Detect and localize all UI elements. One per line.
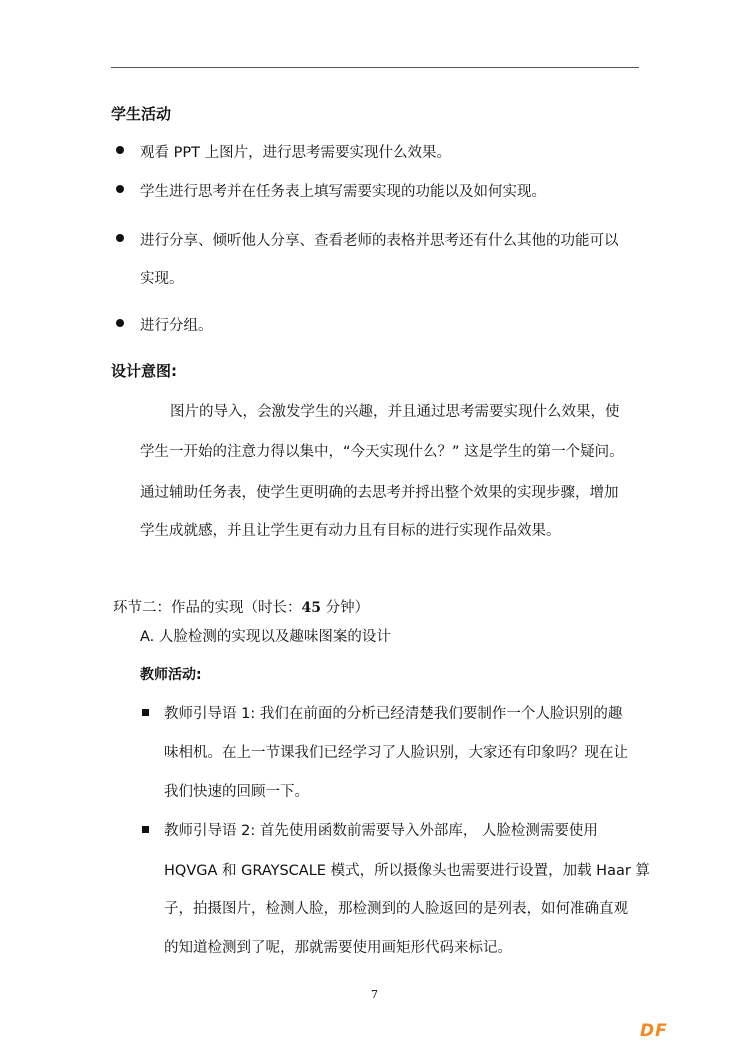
bullet-dot-icon bbox=[116, 234, 124, 242]
teacher-item-2-line-2: HQVGA 和 GRAYSCALE 模式，所以摄像头也需要进行设置，加载 Haar 算 bbox=[164, 863, 650, 879]
teacher-item-2-line-3: 子，拍摄图片，检测人脸，那检测到的人脸返回的是列表，如何准确直观 bbox=[164, 901, 628, 917]
student-item-3-line-1: 进行分享、倾听他人分享、查看老师的表格并思考还有什么其他的功能可以 bbox=[140, 233, 619, 249]
bullet-square-icon bbox=[142, 826, 149, 833]
student-item-4: 进行分组。 bbox=[140, 318, 213, 334]
teacher-item-1-line-3: 我们快速的回顾一下。 bbox=[164, 784, 309, 800]
teacher-item-1-line-1: 教师引导语 1: 我们在前面的分析已经清楚我们要制作一个人脸识别的趣 bbox=[164, 706, 623, 722]
design-intent-line-2: 学生一开始的注意力得以集中，“今天实现什么？” 这是学生的第一个疑问。 bbox=[140, 444, 624, 460]
section2-title-suffix: 分钟） bbox=[320, 600, 370, 616]
section2-duration: 45 bbox=[301, 600, 321, 616]
student-item-1: 观看 PPT 上图片，进行思考需要实现什么效果。 bbox=[140, 145, 452, 161]
teacher-item-2-line-1: 教师引导语 2: 首先使用函数前需要导入外部库， 人脸检测需要使用 bbox=[164, 823, 598, 839]
student-activity-heading: 学生活动 bbox=[111, 105, 172, 123]
bullet-dot-icon bbox=[116, 185, 124, 193]
subsection-a-title: A. 人脸检测的实现以及趣味图案的设计 bbox=[140, 629, 391, 645]
bullet-dot-icon bbox=[116, 319, 124, 327]
bullet-square-icon bbox=[142, 709, 149, 716]
teacher-activity-heading: 教师活动: bbox=[140, 667, 202, 683]
design-intent-line-1: 图片的导入，会激发学生的兴趣，并且通过思考需要实现什么效果，使 bbox=[170, 404, 620, 420]
header-rule bbox=[111, 67, 639, 68]
student-item-2: 学生进行思考并在任务表上填写需要实现的功能以及如何实现。 bbox=[140, 184, 546, 200]
teacher-item-2-line-4: 的知道检测到了呢，那就需要使用画矩形代码来标记。 bbox=[164, 940, 512, 956]
design-intent-heading: 设计意图: bbox=[111, 362, 177, 380]
df-logo: DF bbox=[640, 1021, 668, 1041]
section2-title-prefix: 环节二：作品的实现（时长： bbox=[113, 600, 302, 616]
section2-title bbox=[113, 596, 369, 617]
page-number: 7 bbox=[371, 988, 378, 1001]
student-item-3-line-2: 实现。 bbox=[140, 271, 184, 287]
design-intent-line-4: 学生成就感，并且让学生更有动力且有目标的进行实现作品效果。 bbox=[140, 523, 561, 539]
design-intent-line-3: 通过辅助任务表，使学生更明确的去思考并捋出整个效果的实现步骤，增加 bbox=[140, 485, 619, 501]
teacher-item-1-line-2: 味相机。在上一节课我们已经学习了人脸识别，大家还有印象吗？现在让 bbox=[164, 745, 628, 761]
bullet-dot-icon bbox=[116, 146, 124, 154]
